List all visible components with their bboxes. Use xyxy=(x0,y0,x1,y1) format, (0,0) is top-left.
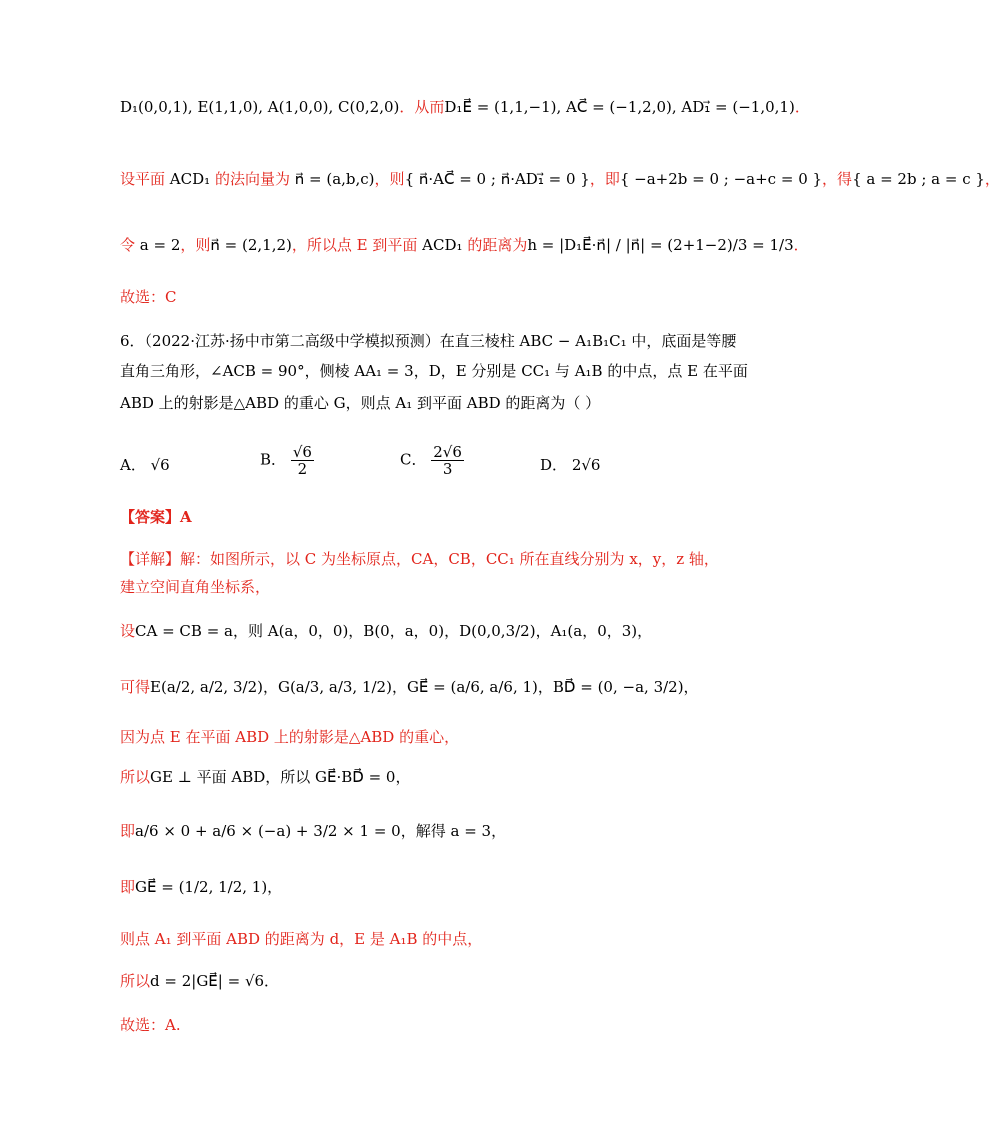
answer-choices xyxy=(120,444,760,484)
detail-line-5: 因为点 E 在平面 ABD 上的射影是△ABD 的重心， xyxy=(120,728,460,746)
plane-name: ACD₁ xyxy=(169,170,211,188)
math-n: n⃗ = (2,1,2) xyxy=(210,236,292,254)
choice-d xyxy=(540,454,600,475)
system-2: { −a+2b = 0 ; −a+c = 0 } xyxy=(619,170,823,188)
prev-conclusion: 故选：C xyxy=(120,288,177,306)
math-a: a = 2 xyxy=(139,236,181,254)
detail-line-1: 【详解】解：如图所示，以 C 为坐标原点，CA，CB，CC₁ 所在直线分别为 x，y，z 轴， xyxy=(120,550,719,568)
choice-c-label: C． xyxy=(400,450,427,469)
system-3: { a = 2b ; a = c } xyxy=(852,170,985,188)
text-distance: 的距离为 xyxy=(467,236,528,254)
problem-line-3: ABD 上的射影是△ABD 的重心 G，则点 A₁ 到平面 ABD 的距离为（ ） xyxy=(120,394,601,412)
choice-c xyxy=(400,444,464,477)
choice-b-den: 2 xyxy=(297,460,308,478)
math-vector: GE⃗ = (1/2, 1/2, 1)， xyxy=(135,878,283,896)
answer-label: 【答案】A xyxy=(120,508,192,526)
distance-formula: h = |D₁E⃗·n⃗| / |n⃗| = (2+1−2)/3 = 1/3 xyxy=(527,236,794,254)
math-result: d = 2|GE⃗| = √6． xyxy=(150,972,280,990)
choice-d-label: D． xyxy=(540,456,568,474)
choice-a-value: √6 xyxy=(150,456,170,474)
solution-line-normal-vector xyxy=(120,168,1000,190)
text-ie: 即 xyxy=(120,822,136,840)
detail-line-4 xyxy=(120,676,740,698)
text-let: 设 xyxy=(120,622,136,640)
detail-line-3 xyxy=(120,620,740,642)
detail-line-6 xyxy=(120,766,740,788)
text-then: ，则 xyxy=(180,236,211,254)
text-d: ，即 xyxy=(589,170,620,188)
math-perp: GE ⊥ 平面 ABD，所以 GE⃗·BD⃗ = 0， xyxy=(150,768,411,786)
math-coordinates: CA = CB = a，则 A(a，0，0)，B(0，a，0)，D(0,0,3/2)，A₁(a，0，3)， xyxy=(135,622,653,640)
connector-text: ．从而 xyxy=(399,98,445,116)
choice-c-den: 3 xyxy=(442,460,453,478)
solution-line-coordinates xyxy=(120,96,810,118)
coordinates-math: D₁(0,0,1), E(1,1,0), A(1,0,0), C(0,2,0) xyxy=(120,98,400,116)
period: ． xyxy=(793,236,809,254)
text-so: ，所以点 E 到平面 xyxy=(291,236,418,254)
text-a: 设平面 xyxy=(120,170,166,188)
text-ie: 即 xyxy=(120,878,136,896)
choice-d-value: 2√6 xyxy=(571,456,601,474)
choice-b-label: B． xyxy=(260,450,287,469)
choice-a xyxy=(120,454,170,475)
choice-c-fraction xyxy=(431,444,464,477)
math-points: E(a/2, a/2, 3/2)，G(a/3, a/3, 1/2)，GE⃗ = (a/6, a/6, 1)，BD⃗ = (0, −a, 3/2)， xyxy=(150,678,699,696)
system-1: { n⃗·AC⃗ = 0 ; n⃗·AD₁⃗ = 0 } xyxy=(404,170,590,188)
plane-name: ACD₁ xyxy=(422,236,463,254)
text-b: 的法向量为 xyxy=(214,170,290,188)
final-conclusion: 故选：A. xyxy=(120,1016,181,1034)
text-so: 所以 xyxy=(120,972,151,990)
detail-line-8 xyxy=(120,876,740,898)
choice-c-num: 2√6 xyxy=(433,443,462,461)
text-e: ，得 xyxy=(822,170,853,188)
text-get: 可得 xyxy=(120,678,151,696)
vectors-math: D₁E⃗ = (1,1,−1), AC⃗ = (−1,2,0), AD₁⃗ = (−1,0,1) xyxy=(444,98,795,116)
detail-line-10 xyxy=(120,970,740,992)
text-so: 所以 xyxy=(120,768,151,786)
solution-line-distance xyxy=(120,234,809,256)
normal-vector: n⃗ = (a,b,c) xyxy=(294,170,375,188)
period: ． xyxy=(794,98,810,116)
detail-line-2: 建立空间直角坐标系， xyxy=(120,578,271,596)
problem-line-2: 直角三角形，∠ACB = 90°，侧棱 AA₁ = 3，D，E 分别是 CC₁ 与 A₁B 的中点，点 E 在平面 xyxy=(120,362,748,380)
choice-b xyxy=(260,444,314,477)
text-f: ， xyxy=(984,170,1000,188)
choice-b-num: √6 xyxy=(292,443,312,461)
text-let: 令 xyxy=(120,236,136,254)
math-equation: a/6 × 0 + a/6 × (−a) + 3/2 × 1 = 0，解得 a = 3， xyxy=(135,822,507,840)
choice-a-label: A． xyxy=(120,456,146,474)
detail-line-9: 则点 A₁ 到平面 ABD 的距离为 d，E 是 A₁B 的中点， xyxy=(120,930,483,948)
detail-line-7 xyxy=(120,820,740,842)
problem-line-1: 6．（2022·江苏·扬中市第二高级中学模拟预测）在直三棱柱 ABC − A₁B₁C₁ 中，底面是等腰 xyxy=(120,332,737,350)
text-c: ，则 xyxy=(374,170,405,188)
choice-b-fraction xyxy=(291,444,314,477)
